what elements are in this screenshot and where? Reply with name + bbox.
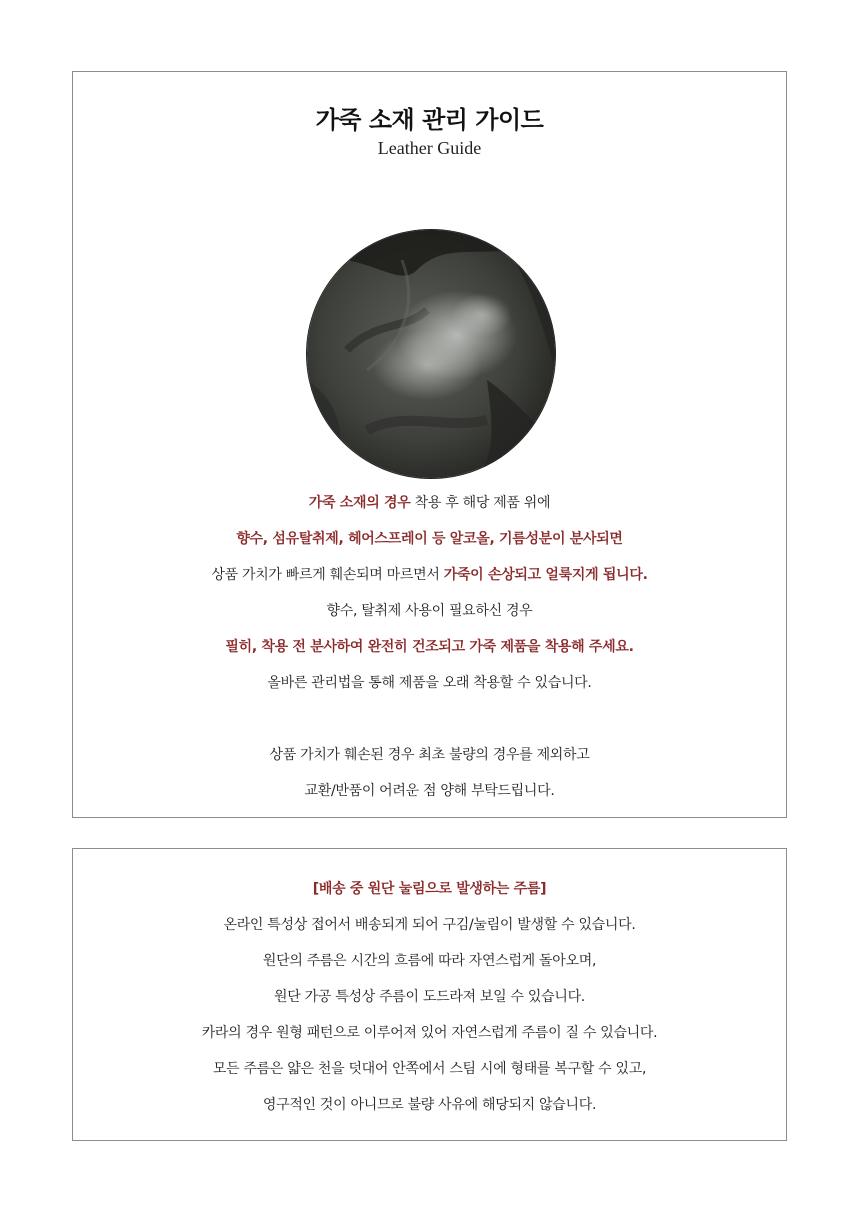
spacer: [73, 701, 786, 737]
guide-line-3-text: 상품 가치가 빠르게 훼손되며 마르면서: [211, 567, 444, 583]
guide-line-6: 올바른 관리법을 통해 제품을 오래 착용할 수 있습니다.: [267, 675, 592, 691]
guide-title: 가죽 소재 관리 가이드: [315, 106, 544, 134]
guide-line-8: 교환/반품이 어려운 점 양해 부탁드립니다.: [304, 783, 555, 799]
shipping-line-1: 온라인 특성상 접어서 배송되게 되어 구김/눌림이 발생할 수 있습니다.: [223, 917, 636, 933]
shipping-line-5: 모든 주름은 얇은 천을 덧대어 안쪽에서 스팀 시에 형태를 복구할 수 있고,: [212, 1061, 647, 1077]
guide-line-1-text: 착용 후 해당 제품 위에: [410, 495, 551, 511]
shipping-line-2: 원단의 주름은 시간의 흐름에 따라 자연스럽게 돌아오며,: [262, 953, 597, 969]
shipping-line-3: 원단 가공 특성상 주름이 도드라져 보일 수 있습니다.: [274, 989, 585, 1005]
shipping-heading: [배송 중 원단 눌림으로 발생하는 주름]: [312, 881, 547, 897]
shipping-line-4: 카라의 경우 원형 패턴으로 이루어져 있어 자연스럽게 주름이 질 수 있습니다.: [201, 1025, 658, 1041]
guide-line-3: [73, 557, 786, 593]
guide-line-4: 향수, 탈취제 사용이 필요하신 경우: [326, 603, 533, 619]
guide-line-1: [73, 485, 786, 521]
guide-line-5: 필히, 착용 전 분사하여 완전히 건조되고 가죽 제품을 착용해 주세요.: [225, 639, 634, 655]
leather-guide-panel: [72, 71, 787, 818]
shipping-wrinkle-panel: [72, 848, 787, 1141]
guide-line-1-highlight: 가죽 소재의 경우: [308, 495, 411, 511]
guide-line-3-highlight: 가죽이 손상되고 얼룩지게 됩니다.: [443, 567, 648, 583]
guide-subtitle: Leather Guide: [377, 138, 482, 158]
guide-text: [73, 485, 786, 809]
shipping-line-6: 영구적인 것이 아니므로 불량 사유에 해당되지 않습니다.: [262, 1097, 597, 1113]
guide-line-2: 향수, 섬유탈취제, 헤어스프레이 등 알코올, 기름성분이 분사되면: [236, 531, 623, 547]
guide-line-7: 상품 가치가 훼손된 경우 최초 불량의 경우를 제외하고: [269, 747, 590, 763]
leather-sample-image: [306, 229, 556, 479]
shipping-text: [73, 871, 786, 1123]
